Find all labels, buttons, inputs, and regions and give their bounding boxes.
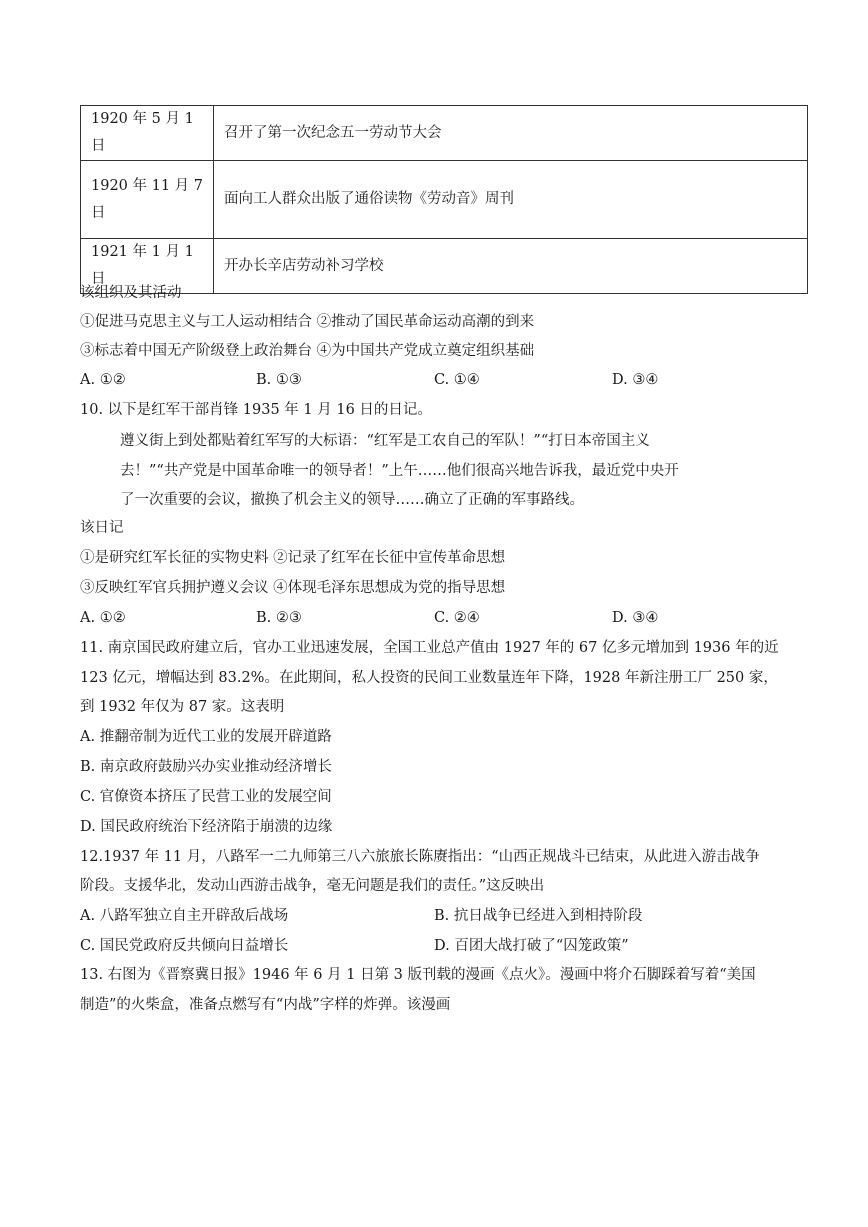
table-row	[81, 239, 808, 294]
q11-option-a: A. 推翻帝制为近代工业的发展开辟道路	[80, 729, 332, 745]
q10-quote-line-1: 遵义街上到处都贴着红军写的大标语：“红军是工农自己的军队！”“打日本帝国主义	[120, 433, 650, 449]
q11-option-d: D. 国民政府统治下经济陷于崩溃的边缘	[80, 819, 333, 835]
event-description: 开办长辛店劳动补习学校	[214, 239, 808, 294]
q10-lead: 该日记	[80, 520, 124, 536]
table-row	[81, 161, 808, 239]
q9-stem: 该组织及其活动	[80, 285, 182, 301]
q11-stem-line-2: 123 亿元，增幅达到 83.2%。在此期间，私人投资的民间工业数量连年下降，1928 年新注册工厂 250 家，	[80, 670, 778, 686]
q10-quote-line-2: 去！”“共产党是中国革命唯一的领导者！”上午……他们很高兴地告诉我，最近党中央开	[120, 463, 679, 479]
event-description: 面向工人群众出版了通俗读物《劳动音》周刊	[214, 161, 808, 239]
q10-statements-2: ③反映红军官兵拥护遵义会议 ④体现毛泽东思想成为党的指导思想	[80, 580, 506, 596]
q12-stem-line-1: 12.1937 年 11 月，八路军一二九师第三八六旅旅长陈赓指出：“山西正规战斗已结束，从此进入游击战争	[80, 849, 760, 865]
q10-quote-line-3: 了一次重要的会议，撤换了机会主义的领导……确立了正确的军事路线。	[120, 492, 584, 508]
q10-option-a: A. ①②	[80, 610, 126, 626]
q12-option-c: C. 国民党政府反共倾向日益增长	[80, 938, 289, 954]
q12-option-d: D. 百团大战打破了“囚笼政策”	[434, 938, 629, 954]
q9-statements-2: ③标志着中国无产阶级登上政治舞台 ④为中国共产党成立奠定组织基础	[80, 343, 535, 359]
table-row	[81, 106, 808, 161]
event-date: 1921 年 1 月 1 日	[81, 239, 214, 294]
q11-stem-line-1: 11. 南京国民政府建立后，官办工业迅速发展，全国工业总产值由 1927 年的 67 亿多元增加到 1936 年的近	[80, 640, 779, 656]
q10-option-d: D. ③④	[612, 610, 659, 626]
q10-option-b: B. ②③	[256, 610, 302, 626]
q12-option-a: A. 八路军独立自主开辟敌后战场	[80, 908, 289, 924]
event-date-line-2: 日	[91, 204, 106, 221]
q13-stem-line-1: 13. 右图为《晋察冀日报》1946 年 6 月 1 日第 3 版刊载的漫画《点火》。漫画中将介石脚踩着写着“美国	[80, 967, 756, 983]
q9-option-b: B. ①③	[256, 372, 302, 388]
q9-option-a: A. ①②	[80, 372, 126, 388]
q10-stem: 10. 以下是红军干部肖锋 1935 年 1 月 16 日的日记。	[80, 402, 432, 418]
event-date	[81, 161, 214, 239]
q12-stem-line-2: 阶段。支援华北，发动山西游击战争，毫无问题是我们的责任。”这反映出	[80, 878, 545, 894]
q11-option-b: B. 南京政府鼓励兴办实业推动经济增长	[80, 759, 332, 775]
q10-option-c: C. ②④	[434, 610, 480, 626]
q10-statements-1: ①是研究红军长征的实物史料 ②记录了红军在长征中宣传革命思想	[80, 550, 506, 566]
event-description: 召开了第一次纪念五一劳动节大会	[214, 106, 808, 161]
q12-option-b: B. 抗日战争已经进入到相持阶段	[434, 908, 643, 924]
q11-stem-line-3: 到 1932 年仅为 87 家。这表明	[80, 699, 285, 715]
q11-option-c: C. 官僚资本挤压了民营工业的发展空间	[80, 789, 332, 805]
events-table	[80, 105, 808, 294]
event-date-line-1: 1920 年 11 月 7	[91, 177, 204, 194]
q9-option-d: D. ③④	[612, 372, 659, 388]
q9-statements-1: ①促进马克思主义与工人运动相结合 ②推动了国民革命运动高潮的到来	[80, 314, 535, 330]
q9-option-c: C. ①④	[434, 372, 480, 388]
event-date: 1920 年 5 月 1 日	[81, 106, 214, 161]
q13-stem-line-2: 制造”的火柴盒，准备点燃写有“内战”字样的炸弹。该漫画	[80, 997, 451, 1013]
